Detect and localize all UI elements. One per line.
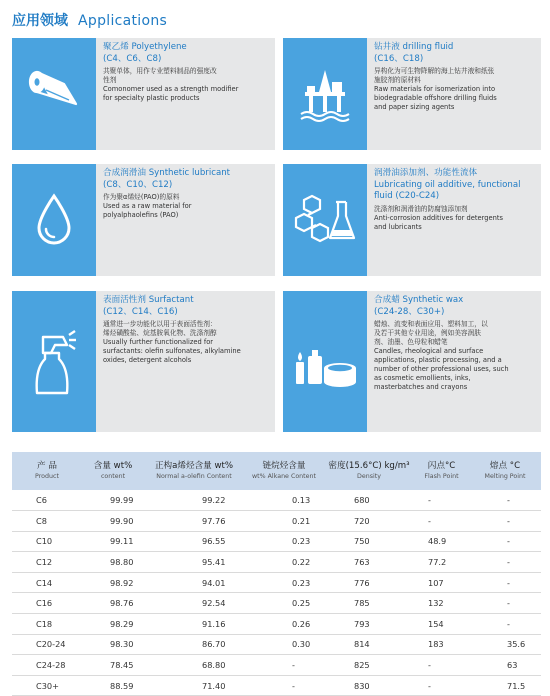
table-cell: 814 — [324, 634, 414, 655]
card-text-line: Used as a raw material for — [103, 202, 192, 210]
table-cell: C24-28 — [12, 655, 82, 676]
card-text-line: surfactants: olefin sulfonates, alkylamine — [103, 347, 241, 355]
application-card-drilling-fluid — [283, 38, 541, 150]
wax-candle-icon — [283, 291, 367, 432]
table-cell: - — [414, 655, 469, 676]
table-row — [12, 572, 541, 593]
table-header-row — [12, 452, 541, 490]
card-heading: 表面活性剂 Surfactant — [103, 295, 194, 305]
table-cell: 98.30 — [82, 634, 144, 655]
table-cell: 0.25 — [244, 593, 324, 614]
card-text-line: Comonomer used as a strength modifier — [103, 85, 239, 93]
card-text-line: Candles, rheological and surface — [374, 347, 484, 355]
table-cell: 793 — [324, 614, 414, 635]
card-subheading: (C4、C6、C8) — [103, 53, 162, 64]
table-row — [12, 634, 541, 655]
table-cell: 77.2 — [414, 552, 469, 573]
table-cell: C6 — [12, 490, 82, 511]
table-cell: 99.22 — [144, 490, 244, 511]
table-cell: 785 — [324, 593, 414, 614]
table-cell: 88.59 — [82, 675, 144, 696]
card-text-line: 及若干其他专业用途，例如美容润肤 — [374, 329, 481, 337]
table-cell: - — [414, 511, 469, 532]
table-cell: 71.5 — [469, 675, 541, 696]
table-cell: C8 — [12, 511, 82, 532]
column-header-content: 含量 wt% content — [93, 461, 133, 480]
application-card-lubricating-additive — [283, 164, 541, 276]
card-text-line: 作为聚α烯烃(PAO)的原料 — [103, 193, 180, 201]
card-heading: 润滑油添加剂、功能性流体 — [374, 168, 478, 178]
table-row — [12, 531, 541, 552]
table-cell: - — [469, 614, 541, 635]
table-cell: - — [469, 572, 541, 593]
card-subheading: (C8、C10、C12) — [103, 179, 173, 190]
table-cell: - — [469, 531, 541, 552]
spray-bottle-icon — [12, 291, 96, 432]
table-cell: - — [414, 675, 469, 696]
table-cell: 0.21 — [244, 511, 324, 532]
card-text-line: 异构化为可生物降解的海上钻井液和纸张 — [374, 67, 495, 75]
card-subheading: (C16、C18) — [374, 53, 424, 64]
oil-drop-icon — [12, 164, 96, 276]
card-text-line: 施胶剂的原材料 — [374, 76, 421, 84]
table-cell: 0.13 — [244, 490, 324, 511]
table-cell: 183 — [414, 634, 469, 655]
column-header-product: 产 品 Product — [35, 461, 59, 480]
table-cell: 720 — [324, 511, 414, 532]
card-heading: 钻井液 drilling fluid — [374, 42, 454, 52]
card-text-line: oxides, detergent alcohols — [103, 356, 192, 364]
table-cell: 107 — [414, 572, 469, 593]
title-english: Applications — [78, 13, 168, 29]
table-cell: 71.40 — [144, 675, 244, 696]
table-cell: - — [244, 675, 324, 696]
table-row — [12, 552, 541, 573]
table-cell: - — [414, 490, 469, 511]
table-cell: 0.26 — [244, 614, 324, 635]
table-cell: 132 — [414, 593, 469, 614]
table-cell: 95.41 — [144, 552, 244, 573]
section-title — [12, 10, 167, 32]
table-row — [12, 614, 541, 635]
table-cell: - — [469, 552, 541, 573]
table-cell: 98.92 — [82, 572, 144, 593]
table-cell: 98.76 — [82, 593, 144, 614]
column-header-density: 密度(15.6°C) kg/m³ Density — [328, 461, 410, 480]
table-cell: 78.45 — [82, 655, 144, 676]
card-text-line: masterbatches and crayons — [374, 383, 468, 391]
table-cell: - — [469, 593, 541, 614]
table-cell: C14 — [12, 572, 82, 593]
film-roll-icon — [12, 38, 96, 150]
card-text-line: and lubricants — [374, 222, 422, 231]
table-cell: 68.80 — [144, 655, 244, 676]
table-cell: C30+ — [12, 675, 82, 696]
card-text-line: 通常进一步功能化以用于表面活性剂： — [103, 320, 217, 328]
application-card-synthetic-lubricant — [12, 164, 275, 276]
table-cell: 0.23 — [244, 572, 324, 593]
card-subheading: (C12、C14、C16) — [103, 306, 178, 317]
card-text-line: as cosmetic emollients, inks, — [374, 374, 471, 382]
column-header-alpha-olefin: 正构a烯烃含量 wt% Normal a-olefin Content — [154, 461, 234, 480]
card-text-line: Anti-corrosion additives for detergents — [374, 213, 503, 222]
card-text-line: number of other professional uses, such — [374, 365, 509, 373]
card-heading: 合成蜡 Synthetic wax — [374, 295, 464, 305]
table-cell: C12 — [12, 552, 82, 573]
table-cell: 98.29 — [82, 614, 144, 635]
table-cell: C20-24 — [12, 634, 82, 655]
card-text-line: biodegradable offshore drilling fluids — [374, 94, 497, 102]
product-spec-table — [12, 452, 541, 696]
table-cell: 763 — [324, 552, 414, 573]
card-text-line: 洗涤剂和润滑油的防腐蚀添加剂 — [374, 204, 468, 213]
application-card-synthetic-wax — [283, 291, 541, 432]
card-text-line: for specialty plastic products — [103, 94, 200, 102]
table-cell: 96.55 — [144, 531, 244, 552]
card-text-line: Raw materials for isomerization into — [374, 85, 496, 93]
table-cell: - — [244, 655, 324, 676]
table-cell: C10 — [12, 531, 82, 552]
card-subheading: (C24-28、C30+) — [374, 306, 445, 317]
column-header-alkane: 链烷烃含量 wt% Alkane Content — [252, 461, 316, 480]
chemistry-flask-icon — [283, 164, 367, 276]
application-card-surfactant — [12, 291, 275, 432]
table-cell: - — [469, 511, 541, 532]
card-heading: 聚乙烯 Polyethylene — [103, 42, 187, 52]
table-row — [12, 593, 541, 614]
application-card-polyethylene — [12, 38, 275, 150]
table-cell: 0.30 — [244, 634, 324, 655]
table-cell: 776 — [324, 572, 414, 593]
table-row — [12, 511, 541, 532]
table-cell: - — [469, 490, 541, 511]
table-cell: 91.16 — [144, 614, 244, 635]
table-cell: 63 — [469, 655, 541, 676]
card-text-line: 烯烃磺酸盐、烷基胺氧化物、洗涤剂醇 — [103, 329, 217, 337]
table-cell: 0.23 — [244, 531, 324, 552]
table-cell: 825 — [324, 655, 414, 676]
card-text-line: polyalphaolefins (PAO) — [103, 211, 179, 219]
table-cell: 680 — [324, 490, 414, 511]
card-text-line: 剂、油墨、色母粒和蜡笔 — [374, 338, 448, 346]
card-text-line: Usually further functionalized for — [103, 338, 214, 346]
table-cell: 35.6 — [469, 634, 541, 655]
table-cell: C16 — [12, 593, 82, 614]
table-cell: 97.76 — [144, 511, 244, 532]
table-cell: 0.22 — [244, 552, 324, 573]
table-cell: 830 — [324, 675, 414, 696]
table-cell: 99.90 — [82, 511, 144, 532]
table-row — [12, 655, 541, 676]
oil-rig-icon — [283, 38, 367, 150]
table-cell: 86.70 — [144, 634, 244, 655]
table-cell: 48.9 — [414, 531, 469, 552]
card-subheading: Lubricating oil additive, functional fluid (C20-C24) — [374, 179, 521, 201]
table-row — [12, 675, 541, 696]
card-text-line: 蜡烛、流变和表面应用、塑料加工，以 — [374, 320, 488, 328]
table-cell: C18 — [12, 614, 82, 635]
card-text-line: 共聚单体，用作专业塑料制品的强度改 — [103, 67, 217, 75]
card-text-line: applications, plastic processing, and a — [374, 356, 502, 364]
column-header-melting-point: 熔点 °C Melting Point — [484, 461, 526, 480]
table-cell: 99.99 — [82, 490, 144, 511]
table-cell: 99.11 — [82, 531, 144, 552]
table-cell: 154 — [414, 614, 469, 635]
card-heading: 合成润滑油 Synthetic lubricant — [103, 168, 231, 178]
column-header-flash-point: 闪点°C Flash Point — [424, 461, 459, 480]
card-text-line: and paper sizing agents — [374, 103, 455, 111]
table-cell: 92.54 — [144, 593, 244, 614]
card-text-line: 性剂 — [103, 76, 117, 84]
table-row — [12, 490, 541, 511]
table-cell: 94.01 — [144, 572, 244, 593]
table-cell: 750 — [324, 531, 414, 552]
title-chinese: 应用领域 — [12, 13, 68, 29]
table-cell: 98.80 — [82, 552, 144, 573]
table-body — [12, 490, 541, 696]
